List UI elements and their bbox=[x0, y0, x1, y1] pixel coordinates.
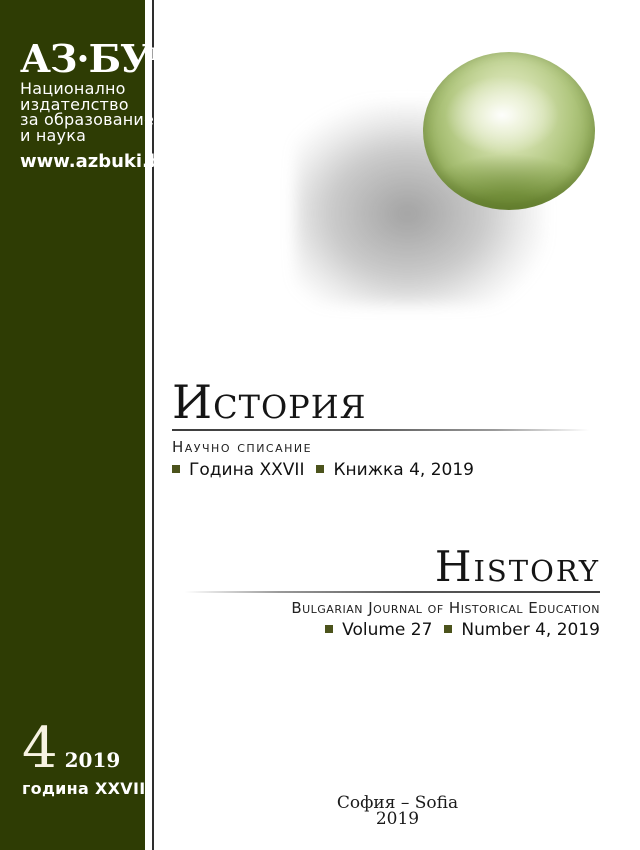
issue-number-english: Number 4, 2019 bbox=[461, 620, 600, 640]
journal-title-english: History bbox=[434, 542, 600, 591]
title-rule-bulgarian bbox=[172, 429, 602, 431]
issue-volume-bulgarian: Година XXVII bbox=[189, 460, 305, 480]
issue-block bbox=[22, 716, 146, 798]
issue-year: 2019 bbox=[64, 748, 121, 772]
publisher-line: Национално bbox=[20, 79, 126, 98]
green-sphere-image bbox=[423, 52, 595, 210]
bullet-square-icon bbox=[316, 465, 324, 473]
publisher-name bbox=[20, 81, 154, 143]
title-rule-english bbox=[172, 591, 600, 593]
bullet-square-icon bbox=[325, 625, 333, 633]
website-link[interactable]: www.azbuki.bg bbox=[20, 151, 175, 172]
journal-subtitle-english: Bulgarian Journal of Historical Education bbox=[291, 599, 600, 617]
title-block-english bbox=[172, 542, 600, 640]
journal-subtitle-bulgarian: Научно списание bbox=[172, 438, 313, 456]
publisher-line: и наука bbox=[20, 125, 87, 145]
publisher-line: издателство bbox=[20, 94, 129, 114]
imprint-city: София – Sofia bbox=[336, 793, 459, 813]
issue-number-row bbox=[22, 716, 145, 781]
title-block-bulgarian bbox=[172, 375, 602, 480]
bullet-square-icon bbox=[444, 625, 452, 633]
imprint bbox=[155, 795, 640, 827]
imprint-year: 2019 bbox=[375, 809, 420, 829]
azbuki-logo-sup: ки bbox=[149, 37, 186, 66]
issue-book-bulgarian: Книжка 4, 2019 bbox=[333, 460, 474, 480]
issue-number: 4 bbox=[22, 716, 58, 781]
azbuki-logo-main: АЗ·БУ bbox=[20, 36, 150, 81]
issue-line-bulgarian bbox=[172, 460, 602, 480]
issue-volume-english: Volume 27 bbox=[342, 620, 433, 640]
issue-line-english bbox=[172, 620, 600, 640]
azbuki-logo bbox=[20, 32, 185, 79]
journal-title-bulgarian: История bbox=[172, 375, 367, 429]
issue-volume: година XXVII bbox=[22, 779, 146, 798]
publisher-line: за образование bbox=[20, 110, 155, 129]
bullet-square-icon bbox=[172, 465, 180, 473]
